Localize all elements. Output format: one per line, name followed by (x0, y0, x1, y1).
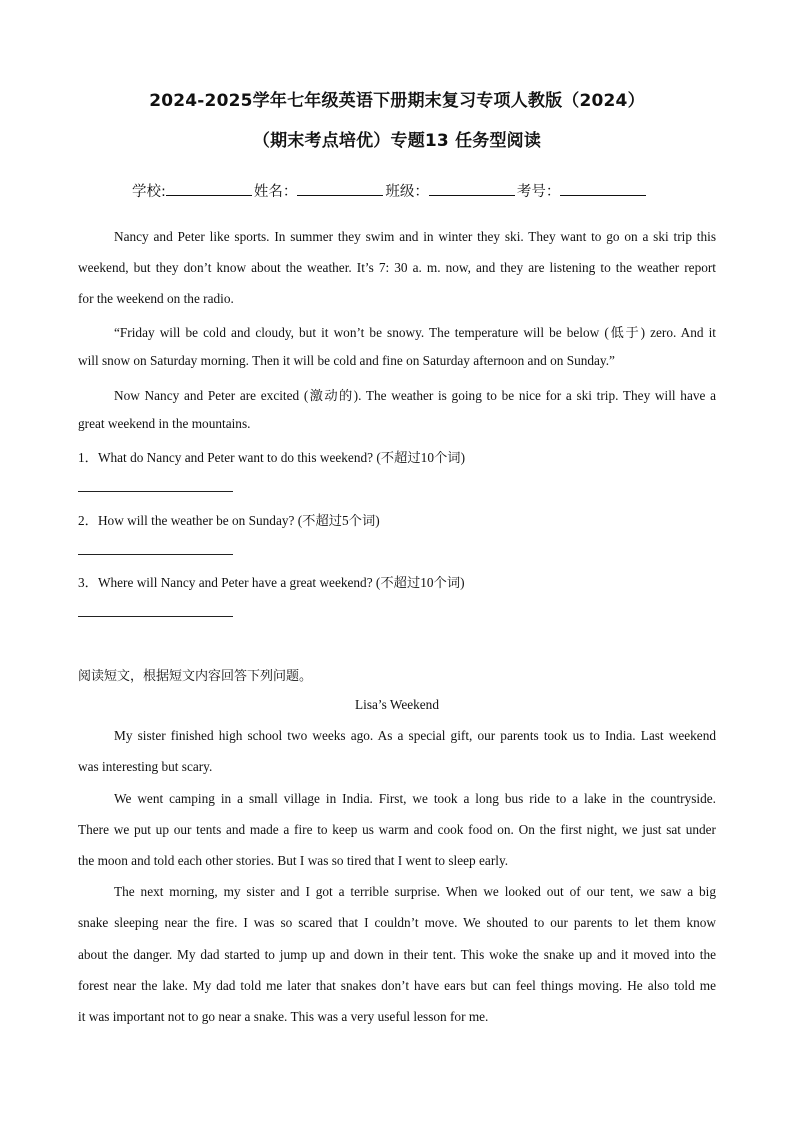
passage1-line: for the weekend on the radio. (78, 291, 234, 306)
school-label: 学校: (132, 184, 166, 200)
answer-line-1[interactable] (78, 491, 233, 492)
class-blank[interactable] (429, 181, 515, 196)
page-title: 2024-2025学年七年级英语下册期末复习专项人教版（2024） (149, 91, 645, 111)
passage1-line: “Friday will be cold and cloudy, but it won’t be snowy. The temperature will be below (低于) zero. And it (114, 325, 716, 340)
page-subtitle: （期末考点培优）专题13 任务型阅读 (252, 131, 542, 151)
class-label: 班级： (385, 184, 429, 200)
passage2-line: My sister finished high school two weeks ago. As a special gift, our parents took us to India. Last weekend (114, 728, 716, 743)
answer-line-3[interactable] (78, 616, 233, 617)
passage2-line: The next morning, my sister and I got a terrible surprise. When we looked out of our tent, we saw a big (114, 884, 716, 899)
passage2-line: snake sleeping near the fire. I was so scared that I couldn’t move. We shouted to our parents to let them know (78, 915, 716, 930)
student-info-line (132, 180, 648, 201)
passage2-line: the moon and told each other stories. But I was so tired that I went to sleep early. (78, 853, 509, 868)
instruction-text: 阅读短文，根据短文内容回答下列问题。 (78, 669, 313, 684)
passage1-line: great weekend in the mountains. (78, 416, 251, 431)
exam-no-blank[interactable] (560, 181, 646, 196)
passage2-line: forest near the lake. My dad told me later that snakes don’t have ears but can feel things moving. He also told me (78, 978, 716, 993)
question-1: 1．What do Nancy and Peter want to do this weekend? (不超过10个词) (78, 450, 465, 465)
passage-title: Lisa’s Weekend (355, 697, 439, 712)
exam-no-label: 考号： (516, 184, 561, 200)
name-label: 姓名： (253, 184, 298, 200)
passage1-line: weekend, but they don’t know about the weather. It’s 7: 30 a. m. now, and they are listening to the weather report (78, 260, 716, 275)
name-blank[interactable] (297, 181, 383, 196)
passage2-line: it was important not to go near a snake. This was a very useful lesson for me. (78, 1009, 489, 1024)
school-blank[interactable] (166, 181, 252, 196)
passage2-line: There we put up our tents and made a fire to keep us warm and cook food on. On the first night, we just sat under (78, 822, 716, 837)
passage1-line: Now Nancy and Peter are excited (激动的). The weather is going to be nice for a ski trip. They will have a (114, 388, 716, 403)
passage2-line: We went camping in a small village in India. First, we took a long bus ride to a lake in the countryside. (114, 791, 716, 806)
answer-line-2[interactable] (78, 554, 233, 555)
question-3: 3．Where will Nancy and Peter have a great weekend? (不超过10个词) (78, 575, 465, 590)
passage1-line: Nancy and Peter like sports. In summer they swim and in winter they ski. They want to go on a ski trip this (114, 229, 716, 244)
passage2-line: was interesting but scary. (78, 759, 213, 774)
question-2: 2．How will the weather be on Sunday? (不超过5个词) (78, 513, 380, 528)
passage1-line: will snow on Saturday morning. Then it will be cold and fine on Saturday afternoon and on Sunday.” (78, 353, 615, 368)
passage2-line: about the danger. My dad started to jump up and down in their tent. This woke the snake up and it moved into the (78, 947, 716, 962)
